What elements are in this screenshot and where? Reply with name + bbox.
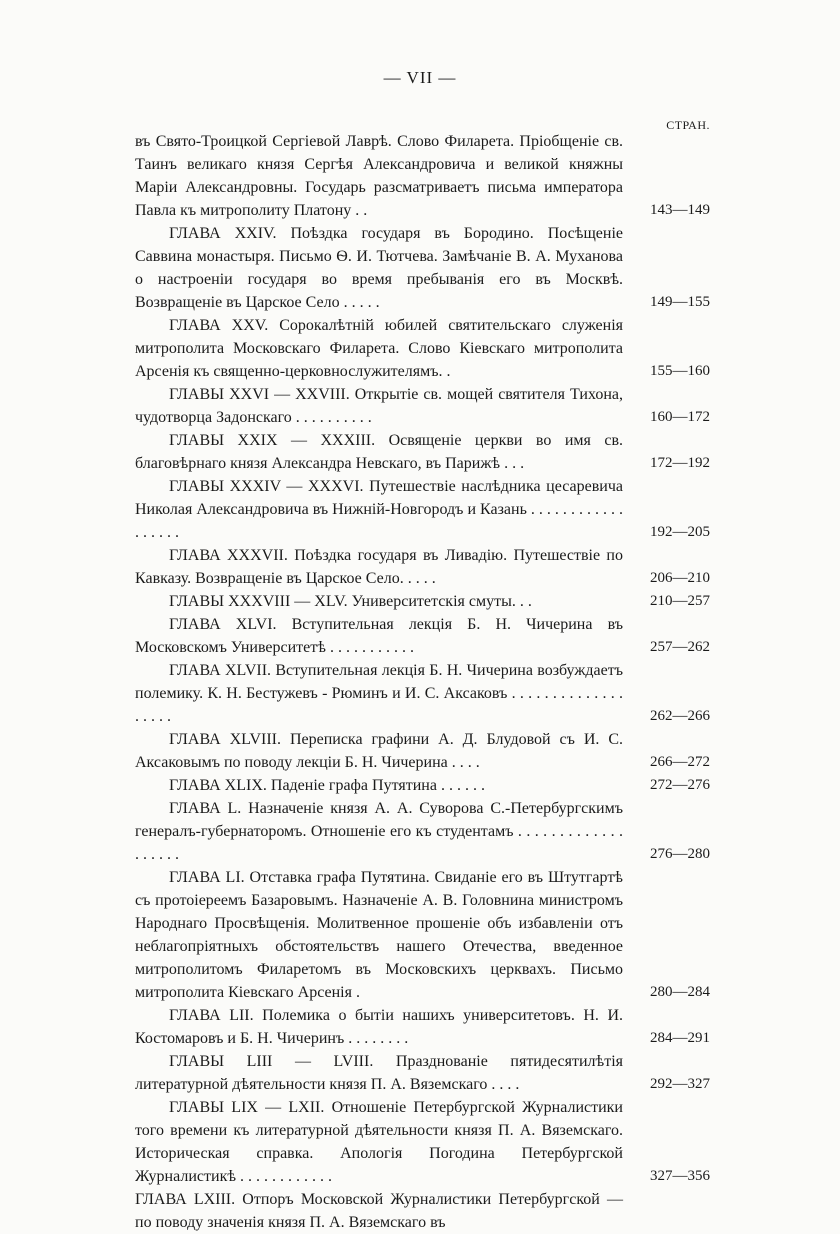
entry-pages: 262—266 — [650, 708, 710, 724]
entry-pages: 206—210 — [650, 570, 710, 586]
entry-pages: 192—205 — [650, 524, 710, 540]
table-of-contents — [135, 130, 710, 1234]
entry-text: ГЛАВА XXXVII. Поѣздка государя въ Ливадію. Путешествіе по Кавказу. Возвращеніе въ Царское Село. . . . . — [135, 547, 623, 587]
entry-pages: 292—327 — [650, 1076, 710, 1092]
toc-entry — [135, 774, 710, 797]
toc-entry — [135, 222, 710, 314]
entry-pages: 149—155 — [650, 294, 710, 310]
entry-text: ГЛАВА LI. Отставка графа Путятина. Свиданіе его въ Штутгартѣ съ протоіереемъ Базаровымъ. Назначеніе А. В. Головнина министромъ Народнаго Просвѣщенія. Молитвенное прошеніе объ избавленіи отъ неблагопріятныхъ обстоятельствъ нашего Отечества, введенное митрополитомъ Филаретомъ въ Московскихъ церквахъ. Письмо митрополита Кіевскаго Арсенія . — [135, 869, 623, 1001]
entry-pages: 280—284 — [650, 984, 710, 1000]
page-folio: — VII — — [383, 68, 457, 87]
toc-entry — [135, 1096, 710, 1188]
entry-text: ГЛАВА XLVI. Вступительная лекція Б. Н. Чичерина въ Московскомъ Университетѣ . . . . . . . . . . . — [135, 616, 623, 656]
entry-text: ГЛАВЫ XXXIV — XXXVI. Путешествіе наслѣдника цесаревича Николая Александровича въ Нижній-Новгородъ и Казань . . . . . . . . . . . . . . . . . . — [135, 478, 623, 541]
toc-entry — [135, 728, 710, 774]
toc-entry — [135, 383, 710, 429]
toc-entry — [135, 613, 710, 659]
entry-text: ГЛАВА L. Назначеніе князя А. А. Суворова С.-Петербургскимъ генералъ-губернаторомъ. Отношеніе его къ студентамъ . . . . . . . . . . . . . . . . . . . — [135, 800, 623, 863]
entry-pages: 172—192 — [650, 455, 710, 471]
toc-entry — [135, 659, 710, 728]
entry-text: ГЛАВЫ XXXVIII — XLV. Университетскія смуты. . . — [169, 593, 532, 610]
entry-pages: 284—291 — [650, 1030, 710, 1046]
entry-pages: 155—160 — [650, 363, 710, 379]
toc-entry — [135, 1188, 710, 1234]
entry-pages: 327—356 — [650, 1168, 710, 1184]
entry-text: ГЛАВЫ XXIX — XXXIII. Освященіе церкви во имя св. благовѣрнаго князя Александра Невскаго, въ Парижѣ . . . — [135, 432, 623, 472]
toc-entry — [135, 130, 710, 222]
pages-column-label: СТРАН. — [666, 118, 710, 132]
entry-text: ГЛАВА LXIII. Отпоръ Московской Журналистики Петербургской — по поводу значенія князя П. А. Вяземскаго въ — [135, 1191, 623, 1231]
entry-text: ГЛАВА XXIV. Поѣздка государя въ Бородино. Посѣщеніе Саввина монастыря. Письмо Ѳ. И. Тютчева. Замѣчаніе В. А. Муханова о настроеніи государя во время пребыванія его въ Москвѣ. Возвращеніе въ Царское Село . . . . . — [135, 225, 623, 311]
toc-entry — [135, 1004, 710, 1050]
entry-text: ГЛАВЫ XXVI — XXVIII. Открытіе св. мощей святителя Тихона, чудотворца Задонскаго . . . . . . . . . . — [135, 386, 623, 426]
entry-text: ГЛАВА XLIX. Паденіе графа Путятина . . . . . . — [169, 777, 485, 794]
entry-pages: 266—272 — [650, 754, 710, 770]
entry-pages: 257—262 — [650, 639, 710, 655]
entry-pages: 210—257 — [650, 593, 710, 609]
toc-entry — [135, 1050, 710, 1096]
toc-entry — [135, 590, 710, 613]
entry-pages: 276—280 — [650, 846, 710, 862]
toc-entry — [135, 797, 710, 866]
toc-entry — [135, 314, 710, 383]
entry-text: ГЛАВЫ LIX — LXII. Отношеніе Петербургской Журналистики того времени къ литературной дѣятельности князя П. А. Вяземскаго. Историческая справка. Апологія Погодина Петербургской Журналистикѣ . . . . . . . . . . . . — [135, 1099, 623, 1185]
toc-entry — [135, 866, 710, 1004]
entry-text: ГЛАВЫ LIII — LVIII. Празднованіе пятидесятилѣтія литературной дѣятельности князя П. А. Вяземскаго . . . . — [135, 1053, 623, 1093]
toc-entry — [135, 429, 710, 475]
entry-pages: 160—172 — [650, 409, 710, 425]
entry-text: ГЛАВА XXV. Сорокалѣтній юбилей святительскаго служенія митрополита Московскаго Филарета. Слово Кіевскаго митрополита Арсенія къ священно-церковнослужителямъ. . — [135, 317, 623, 380]
entry-text: ГЛАВА LII. Полемика о бытіи нашихъ университетовъ. Н. И. Костомаровъ и Б. Н. Чичеринъ . . . . . . . . — [135, 1007, 623, 1047]
toc-entry — [135, 544, 710, 590]
entry-pages: 143—149 — [650, 202, 710, 218]
entry-text: ГЛАВА XLVIII. Переписка графини А. Д. Блудовой съ И. С. Аксаковымъ по поводу лекціи Б. Н. Чичерина . . . . — [135, 731, 623, 771]
toc-entry — [135, 475, 710, 544]
entry-text: въ Свято-Троицкой Сергіевой Лаврѣ. Слово Филарета. Пріобщеніе св. Таинъ великаго князя Сергѣя Александровича и великой княжны Маріи Александровны. Государь разсматриваетъ письма императора Павла къ митрополиту Платону . . — [135, 133, 623, 219]
entry-pages: 272—276 — [650, 777, 710, 793]
entry-text: ГЛАВА XLVII. Вступительная лекція Б. Н. Чичерина возбуждаетъ полемику. К. Н. Бестужевъ - Рюминъ и И. С. Аксаковъ . . . . . . . . . . . . . . . . . . . — [135, 662, 623, 725]
